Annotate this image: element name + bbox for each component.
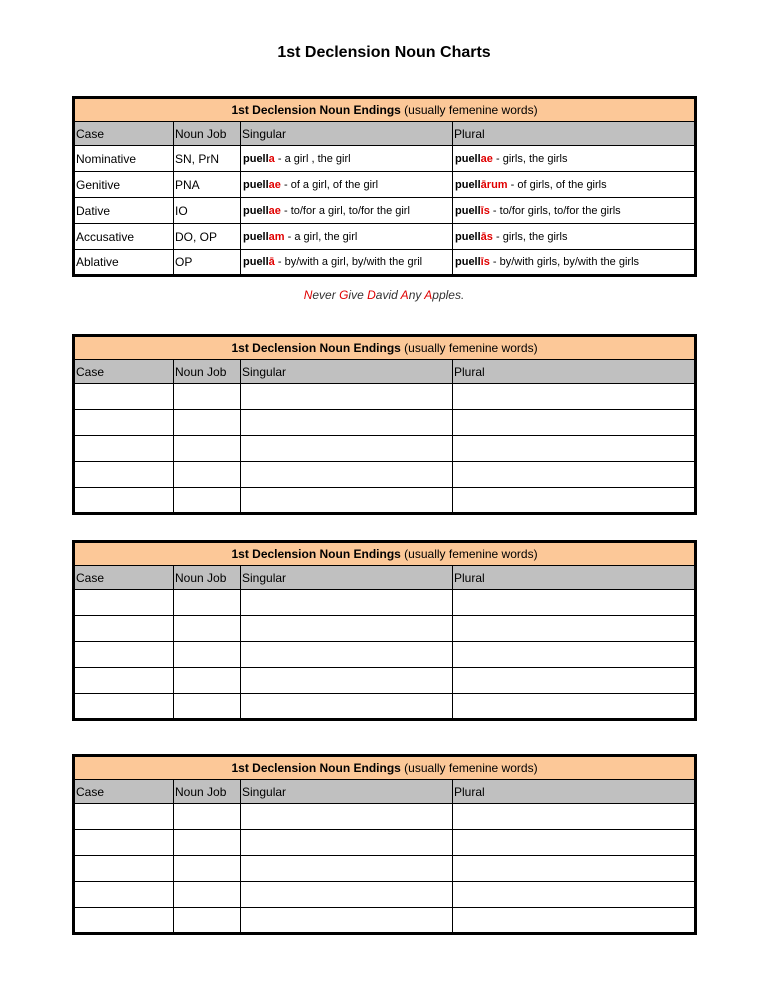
plural-cell bbox=[453, 198, 696, 224]
plural-ending: ārum bbox=[480, 178, 508, 191]
singular-gloss: - of a girl, of the girl bbox=[280, 178, 379, 191]
blank-singular-cell[interactable] bbox=[241, 410, 453, 436]
blank-noun-job-cell[interactable] bbox=[174, 804, 241, 830]
blank-case-cell[interactable] bbox=[74, 616, 174, 642]
blank-row bbox=[74, 804, 696, 830]
plural-cell bbox=[453, 250, 696, 276]
plural-gloss: - to/for girls, to/for the girls bbox=[489, 204, 621, 217]
mnemonic-initial: A bbox=[424, 288, 433, 302]
blank-singular-cell[interactable] bbox=[241, 668, 453, 694]
blank-row bbox=[74, 882, 696, 908]
noun-job-cell: IO bbox=[174, 198, 241, 224]
blank-singular-cell[interactable] bbox=[241, 830, 453, 856]
blank-singular-cell[interactable] bbox=[241, 616, 453, 642]
chart-title-bold: 1st Declension Noun Endings bbox=[231, 761, 401, 775]
header-singular: Singular bbox=[241, 122, 453, 146]
page-title: 1st Declension Noun Charts bbox=[277, 44, 491, 61]
chart-title bbox=[74, 98, 696, 122]
case-cell: Accusative bbox=[74, 224, 174, 250]
blank-noun-job-cell[interactable] bbox=[174, 908, 241, 934]
blank-noun-job-cell[interactable] bbox=[174, 410, 241, 436]
blank-case-cell[interactable] bbox=[74, 830, 174, 856]
filled-declension-chart bbox=[72, 96, 697, 277]
plural-stem: puell bbox=[455, 256, 481, 268]
singular-ending: ā bbox=[268, 256, 275, 268]
blank-row bbox=[74, 908, 696, 934]
blank-noun-job-cell[interactable] bbox=[174, 642, 241, 668]
chart-title-note: (usually femenine words) bbox=[404, 761, 538, 775]
blank-plural-cell[interactable] bbox=[453, 384, 696, 410]
blank-row bbox=[74, 436, 696, 462]
blank-declension-chart bbox=[72, 540, 697, 721]
blank-row bbox=[74, 830, 696, 856]
chart-title-bold: 1st Declension Noun Endings bbox=[231, 103, 401, 117]
blank-plural-cell[interactable] bbox=[453, 830, 696, 856]
blank-singular-cell[interactable] bbox=[241, 436, 453, 462]
singular-cell bbox=[241, 146, 453, 172]
blank-noun-job-cell[interactable] bbox=[174, 856, 241, 882]
blank-plural-cell[interactable] bbox=[453, 436, 696, 462]
blank-declension-chart bbox=[72, 754, 697, 935]
blank-declension-chart bbox=[72, 334, 697, 515]
plural-ending: īs bbox=[480, 256, 490, 268]
noun-job-cell: SN, PrN bbox=[174, 146, 241, 172]
chart-header-row bbox=[74, 566, 696, 590]
singular-ending: ae bbox=[268, 204, 281, 217]
blank-plural-cell[interactable] bbox=[453, 642, 696, 668]
blank-case-cell[interactable] bbox=[74, 462, 174, 488]
chart-title bbox=[74, 542, 696, 566]
table-row bbox=[74, 250, 696, 276]
blank-noun-job-cell[interactable] bbox=[174, 882, 241, 908]
header-plural: Plural bbox=[453, 566, 696, 590]
noun-job-cell: PNA bbox=[174, 172, 241, 198]
blank-row bbox=[74, 462, 696, 488]
plural-gloss: - girls, the girls bbox=[492, 230, 568, 243]
table-row bbox=[74, 172, 696, 198]
blank-singular-cell[interactable] bbox=[241, 882, 453, 908]
header-singular: Singular bbox=[241, 780, 453, 804]
blank-singular-cell[interactable] bbox=[241, 856, 453, 882]
blank-row bbox=[74, 384, 696, 410]
header-plural: Plural bbox=[453, 360, 696, 384]
case-cell: Nominative bbox=[74, 146, 174, 172]
blank-noun-job-cell[interactable] bbox=[174, 590, 241, 616]
header-plural: Plural bbox=[453, 122, 696, 146]
singular-ending: ae bbox=[268, 178, 281, 191]
noun-job-cell: OP bbox=[174, 250, 241, 276]
blank-plural-cell[interactable] bbox=[453, 668, 696, 694]
blank-plural-cell[interactable] bbox=[453, 488, 696, 514]
blank-plural-cell[interactable] bbox=[453, 882, 696, 908]
chart-title-note: (usually femenine words) bbox=[404, 341, 538, 355]
mnemonic-initial: A bbox=[400, 288, 409, 302]
chart-header-row bbox=[74, 780, 696, 804]
blank-noun-job-cell[interactable] bbox=[174, 436, 241, 462]
header-plural: Plural bbox=[453, 780, 696, 804]
header-noun-job: Noun Job bbox=[174, 360, 241, 384]
plural-stem: puell bbox=[455, 152, 481, 165]
plural-cell bbox=[453, 224, 696, 250]
chart-header-row bbox=[74, 122, 696, 146]
blank-singular-cell[interactable] bbox=[241, 642, 453, 668]
case-cell: Ablative bbox=[74, 250, 174, 276]
blank-row bbox=[74, 856, 696, 882]
blank-case-cell[interactable] bbox=[74, 882, 174, 908]
blank-noun-job-cell[interactable] bbox=[174, 384, 241, 410]
plural-gloss: - of girls, of the girls bbox=[507, 178, 607, 191]
chart-title-row bbox=[74, 542, 696, 566]
blank-row bbox=[74, 668, 696, 694]
blank-noun-job-cell[interactable] bbox=[174, 668, 241, 694]
chart-title bbox=[74, 756, 696, 780]
blank-plural-cell[interactable] bbox=[453, 616, 696, 642]
blank-singular-cell[interactable] bbox=[241, 908, 453, 934]
mnemonic-initial: D bbox=[367, 288, 376, 302]
table-row bbox=[74, 224, 696, 250]
mnemonic-rest: pples. bbox=[432, 288, 465, 302]
singular-ending: a bbox=[268, 152, 275, 165]
chart-title-bold: 1st Declension Noun Endings bbox=[231, 341, 401, 355]
singular-cell bbox=[241, 198, 453, 224]
blank-noun-job-cell[interactable] bbox=[174, 488, 241, 514]
blank-plural-cell[interactable] bbox=[453, 804, 696, 830]
blank-plural-cell[interactable] bbox=[453, 908, 696, 934]
header-case: Case bbox=[74, 566, 174, 590]
chart-title-bold: 1st Declension Noun Endings bbox=[231, 547, 401, 561]
blank-singular-cell[interactable] bbox=[241, 488, 453, 514]
blank-plural-cell[interactable] bbox=[453, 694, 696, 720]
blank-noun-job-cell[interactable] bbox=[174, 462, 241, 488]
blank-row bbox=[74, 590, 696, 616]
singular-cell bbox=[241, 224, 453, 250]
case-order-mnemonic bbox=[0, 288, 768, 302]
blank-case-cell[interactable] bbox=[74, 488, 174, 514]
header-case: Case bbox=[74, 780, 174, 804]
blank-case-cell[interactable] bbox=[74, 410, 174, 436]
blank-noun-job-cell[interactable] bbox=[174, 616, 241, 642]
header-singular: Singular bbox=[241, 360, 453, 384]
blank-singular-cell[interactable] bbox=[241, 694, 453, 720]
chart-title-row bbox=[74, 336, 696, 360]
blank-case-cell[interactable] bbox=[74, 384, 174, 410]
singular-stem: puell bbox=[243, 204, 269, 217]
blank-case-cell[interactable] bbox=[74, 908, 174, 934]
mnemonic-rest: ny bbox=[408, 288, 425, 302]
blank-case-cell[interactable] bbox=[74, 436, 174, 462]
plural-stem: puell bbox=[455, 204, 481, 217]
singular-cell bbox=[241, 250, 453, 276]
table-row bbox=[74, 198, 696, 224]
singular-stem: puell bbox=[243, 178, 269, 191]
plural-ending: ās bbox=[480, 230, 493, 243]
header-case: Case bbox=[74, 122, 174, 146]
plural-ending: ae bbox=[480, 152, 493, 165]
blank-noun-job-cell[interactable] bbox=[174, 694, 241, 720]
blank-row bbox=[74, 410, 696, 436]
mnemonic-rest: ive bbox=[348, 288, 368, 302]
plural-stem: puell bbox=[455, 178, 481, 191]
blank-case-cell[interactable] bbox=[74, 668, 174, 694]
blank-singular-cell[interactable] bbox=[241, 590, 453, 616]
blank-noun-job-cell[interactable] bbox=[174, 830, 241, 856]
blank-plural-cell[interactable] bbox=[453, 462, 696, 488]
blank-case-cell[interactable] bbox=[74, 804, 174, 830]
singular-gloss: - a girl, the girl bbox=[284, 230, 358, 243]
header-noun-job: Noun Job bbox=[174, 780, 241, 804]
singular-gloss: - to/for a girl, to/for the girl bbox=[280, 204, 410, 217]
chart-title-note: (usually femenine words) bbox=[404, 547, 538, 561]
case-cell: Genitive bbox=[74, 172, 174, 198]
singular-stem: puell bbox=[243, 152, 269, 165]
plural-gloss: - by/with girls, by/with the girls bbox=[489, 256, 640, 268]
blank-plural-cell[interactable] bbox=[453, 856, 696, 882]
singular-stem: puell bbox=[243, 256, 269, 268]
blank-case-cell[interactable] bbox=[74, 590, 174, 616]
blank-singular-cell[interactable] bbox=[241, 384, 453, 410]
blank-row bbox=[74, 642, 696, 668]
header-case: Case bbox=[74, 360, 174, 384]
singular-gloss: - by/with a girl, by/with the gril bbox=[274, 256, 423, 268]
blank-case-cell[interactable] bbox=[74, 642, 174, 668]
blank-row bbox=[74, 694, 696, 720]
mnemonic-initial: N bbox=[303, 288, 313, 302]
blank-row bbox=[74, 488, 696, 514]
blank-case-cell[interactable] bbox=[74, 694, 174, 720]
singular-ending: am bbox=[268, 230, 285, 243]
chart-title-note: (usually femenine words) bbox=[404, 103, 538, 117]
mnemonic-initial: G bbox=[339, 288, 349, 302]
plural-ending: īs bbox=[480, 204, 490, 217]
mnemonic-rest: avid bbox=[375, 288, 401, 302]
blank-singular-cell[interactable] bbox=[241, 462, 453, 488]
singular-stem: puell bbox=[243, 230, 269, 243]
header-singular: Singular bbox=[241, 566, 453, 590]
chart-header-row bbox=[74, 360, 696, 384]
blank-case-cell[interactable] bbox=[74, 856, 174, 882]
table-row bbox=[74, 146, 696, 172]
plural-cell bbox=[453, 172, 696, 198]
chart-title-row bbox=[74, 756, 696, 780]
plural-stem: puell bbox=[455, 230, 481, 243]
blank-singular-cell[interactable] bbox=[241, 804, 453, 830]
blank-plural-cell[interactable] bbox=[453, 410, 696, 436]
chart-title-row bbox=[74, 98, 696, 122]
mnemonic-rest: ever bbox=[312, 288, 340, 302]
chart-title bbox=[74, 336, 696, 360]
plural-cell bbox=[453, 146, 696, 172]
blank-plural-cell[interactable] bbox=[453, 590, 696, 616]
noun-job-cell: DO, OP bbox=[174, 224, 241, 250]
plural-gloss: - girls, the girls bbox=[492, 152, 568, 165]
header-noun-job: Noun Job bbox=[174, 122, 241, 146]
singular-gloss: - a girl , the girl bbox=[274, 152, 351, 165]
case-cell: Dative bbox=[74, 198, 174, 224]
blank-row bbox=[74, 616, 696, 642]
singular-cell bbox=[241, 172, 453, 198]
header-noun-job: Noun Job bbox=[174, 566, 241, 590]
